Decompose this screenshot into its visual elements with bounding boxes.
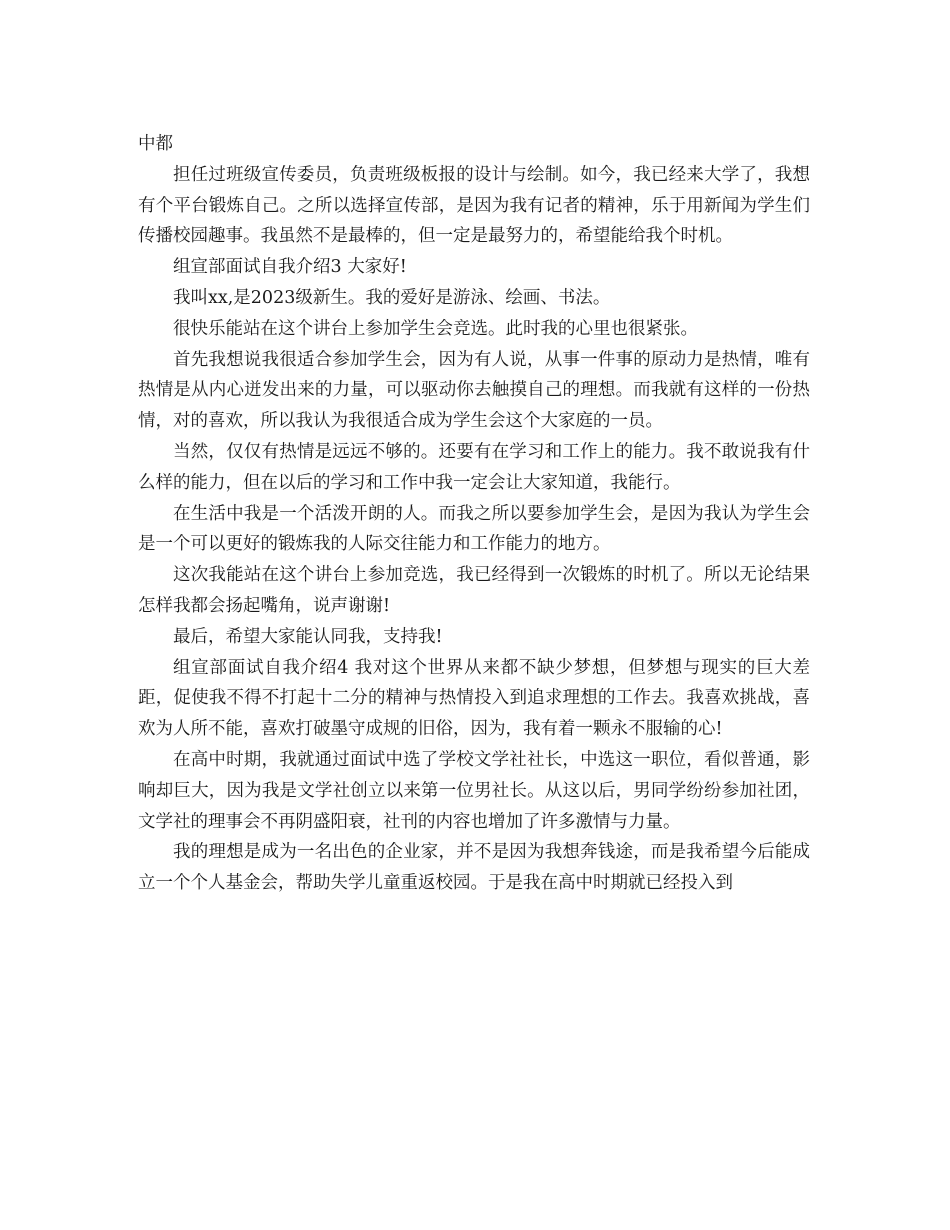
paragraph: 首先我想说我很适合参加学生会，因为有人说，从事一件事的原动力是热情，唯有热情是从内心迸发出来的力量，可以驱动你去触摸自己的理想。而我就有这样的一份热情，对的喜欢，所以我认为我很适合成为学生会这个大家庭的一员。 (138, 349, 810, 432)
section-heading: 组宣部面试自我介绍3 大家好! (173, 257, 407, 278)
paragraph: 我叫xx,是2023级新生。我的爱好是游泳、绘画、书法。 (173, 287, 611, 308)
paragraph: 中都 (138, 134, 173, 154)
document-page (138, 129, 810, 899)
paragraph: 我的理想是成为一名出色的企业家，并不是因为我想奔钱途，而是我希望今后能成立一个个人基金会，帮助失学儿童重返校园。于是我在高中时期就已经投入到 (138, 842, 810, 894)
paragraph: 当然，仅仅有热情是远远不够的。还要有在学习和工作上的能力。我不敢说我有什么样的能力，但在以后的学习和工作中我一定会让大家知道，我能行。 (138, 441, 810, 493)
paragraph: 在生活中我是一个活泼开朗的人。而我之所以要参加学生会，是因为我认为学生会是一个可以更好的锻炼我的人际交往能力和工作能力的地方。 (138, 503, 810, 555)
paragraph: 这次我能站在这个讲台上参加竞选，我已经得到一次锻炼的时机了。所以无论结果怎样我都会扬起嘴角，说声谢谢! (138, 565, 810, 616)
paragraph: 很快乐能站在这个讲台上参加学生会竞选。此时我的心里也很紧张。 (173, 318, 698, 339)
paragraph: 在高中时期，我就通过面试中选了学校文学社社长，中选这一职位，看似普通，影响却巨大，因为我是文学社创立以来第一位男社长。从这以后，男同学纷纷参加社团，文学社的理事会不再阴盛阳衰，社刊的内容也增加了许多激情与力量。 (138, 749, 810, 832)
paragraph: 担任过班级宣传委员，负责班级板报的设计与绘制。如今，我已经来大学了，我想有个平台锻炼自己。之所以选择宣传部，是因为我有记者的精神，乐于用新闻为学生们传播校园趣事。我虽然不是最棒的，但一定是最努力的，希望能给我个时机。 (138, 164, 810, 247)
paragraph: 最后，希望大家能认同我，支持我! (173, 626, 443, 647)
section-heading: 组宣部面试自我介绍4 我对这个世界从来都不缺少梦想，但梦想与现实的巨大差距，促使我不得不打起十二分的精神与热情投入到追求理想的工作去。我喜欢挑战，喜欢为人所不能，喜欢打破墨守成规的旧俗，因为，我有着一颗永不服输的心! (138, 657, 810, 740)
